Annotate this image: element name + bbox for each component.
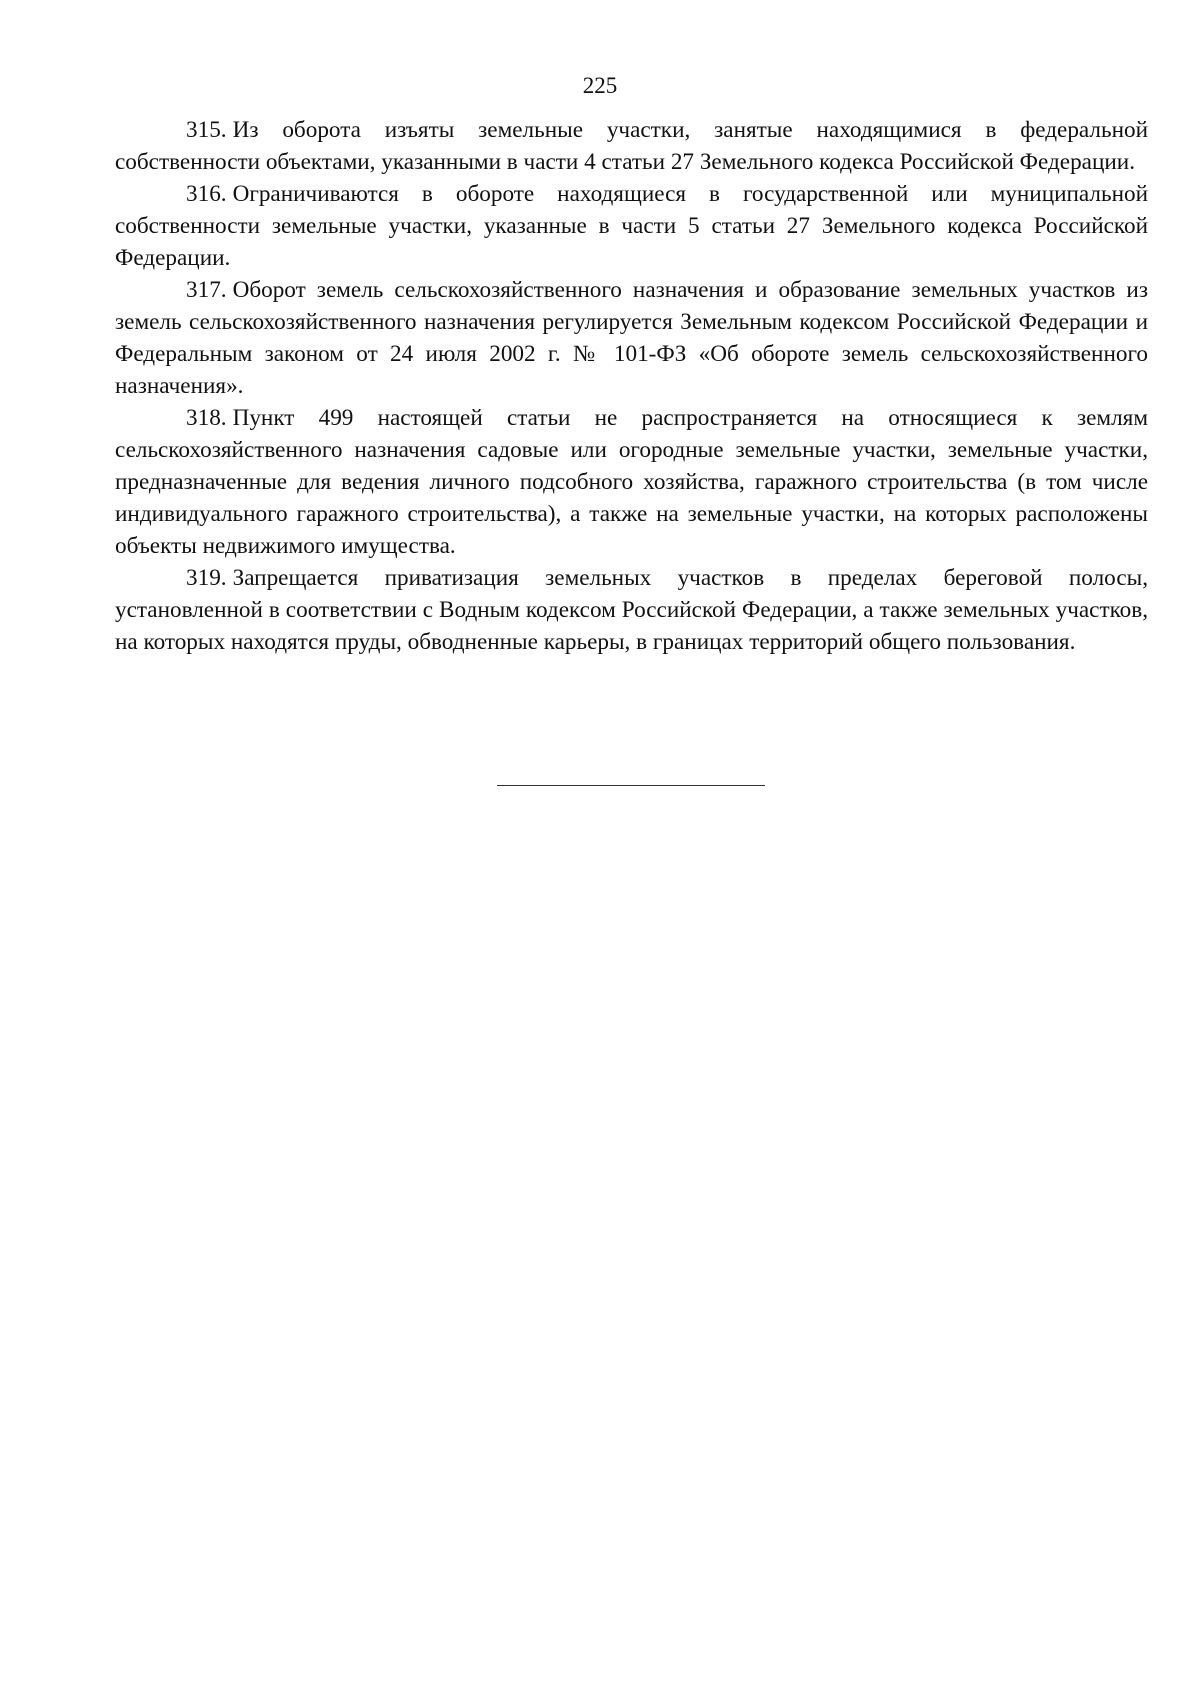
paragraph-319 [115,562,1148,658]
paragraph-number: 316. [186,181,227,207]
paragraph-number: 318. [186,405,227,431]
paragraph-text: Из оборота изъяты земельные участки, занятые находящимися в федеральной собственности объектами, указанными в части 4 статьи 27 Земельного кодекса Российской Федерации. [115,117,1148,175]
paragraph-318 [115,402,1148,562]
end-separator-line [497,785,765,786]
paragraph-315 [115,114,1148,178]
paragraph-text: Запрещается приватизация земельных участков в пределах береговой полосы, установленной в соответствии с Водным кодексом Российской Федерации, а также земельных участков, на которых находятся пруды, обводненные карьеры, в границах территорий общего пользования. [115,565,1148,655]
paragraph-316 [115,178,1148,274]
paragraph-text: Ограничиваются в обороте находящиеся в государственной или муниципальной собственности земельные участки, указанные в части 5 статьи 27 Земельного кодекса Российской Федерации. [115,181,1148,271]
paragraph-317 [115,274,1148,402]
paragraph-number: 319. [186,565,227,591]
paragraph-text: Пункт 499 настоящей статьи не распространяется на относящиеся к землям сельскохозяйственного назначения садовые или огородные земельные участки, земельные участки, предназначенные для ведения личного подсобного хозяйства, гаражного строительства (в том числе индивидуального гаражного строительства), а также на земельные участки, на которых расположены объекты недвижимого имущества. [115,405,1148,559]
paragraph-text: Оборот земель сельскохозяйственного назначения и образование земельных участков из земель сельскохозяйственного назначения регулируется Земельным кодексом Российской Федерации и Федеральным законом от 24 июля 2002 г. № 101-ФЗ «Об обороте земель сельскохозяйственного назначения». [115,277,1148,399]
document-body [115,114,1148,658]
page-number: 225 [582,73,618,98]
paragraph-number: 315. [186,117,227,143]
paragraph-number: 317. [186,277,227,303]
